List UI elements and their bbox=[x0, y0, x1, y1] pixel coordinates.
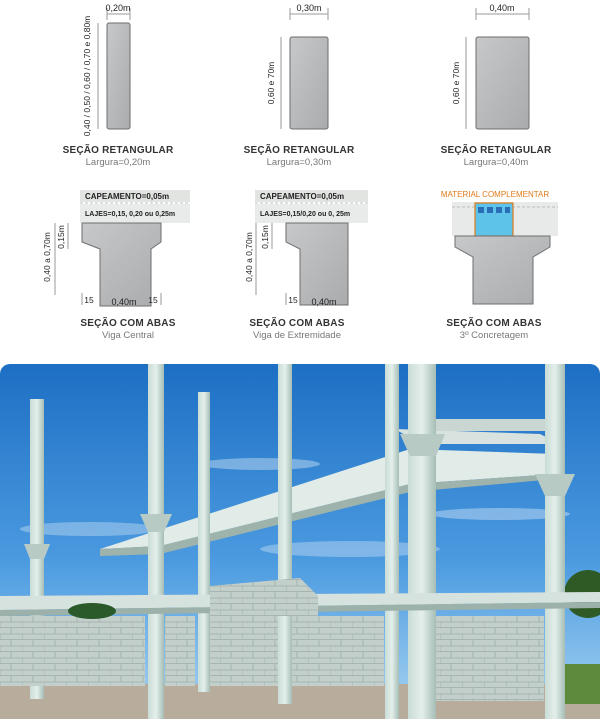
section-title: SEÇÃO RETANGULAR bbox=[440, 145, 552, 156]
caption-rect-030 bbox=[209, 145, 389, 168]
flange-label: 0,15m bbox=[56, 225, 66, 249]
left-flange-label: 15 bbox=[288, 295, 298, 305]
section-subtitle: Largura=0,40m bbox=[463, 157, 529, 168]
right-flange-label: 15 bbox=[148, 295, 158, 305]
t-section-edge bbox=[240, 185, 370, 310]
section-title: SEÇÃO COM ABAS bbox=[249, 318, 345, 329]
section-subtitle: 3º Concretagem bbox=[459, 330, 529, 341]
flange-label: 0,15m bbox=[260, 225, 270, 249]
t-beam-shape bbox=[455, 236, 550, 304]
section-subtitle: Largura=0,20m bbox=[85, 157, 151, 168]
caption-t-edge bbox=[207, 318, 387, 341]
capping-label: CAPEAMENTO=0,05m bbox=[85, 192, 170, 201]
height-label: 0,60 e 70m bbox=[451, 61, 461, 105]
web-label: 0,40m bbox=[311, 297, 337, 307]
beam-rect-section bbox=[290, 37, 328, 129]
height-label: 0,40 a 0,70m bbox=[244, 232, 254, 282]
height-label: 0,40 / 0,50 / 0,60 / 0,70 e 0,80m bbox=[82, 15, 92, 137]
rect-section-040 bbox=[440, 0, 560, 140]
section-title: SEÇÃO COM ABAS bbox=[80, 318, 176, 329]
height-label: 0,60 e 70m bbox=[266, 61, 276, 105]
material-label: MATERIAL COMPLEMENTAR bbox=[440, 190, 550, 199]
left-flange-label: 15 bbox=[84, 295, 94, 305]
section-title: SEÇÃO COM ABAS bbox=[446, 318, 542, 329]
caption-rect-040 bbox=[406, 145, 586, 168]
rect-section-020 bbox=[60, 0, 180, 140]
l-beam-shape bbox=[286, 223, 348, 305]
t-beam-shape bbox=[82, 223, 161, 306]
caption-rect-020 bbox=[28, 145, 208, 168]
capping-label: CAPEAMENTO=0,05m bbox=[260, 192, 345, 201]
caption-t-third-pour bbox=[404, 318, 584, 341]
slab-label: LAJES=0,15, 0,20 ou 0,25m bbox=[85, 211, 176, 218]
caption-t-central bbox=[38, 318, 218, 341]
slab-label: LAJES=0,15/0,20 ou 0, 25m bbox=[260, 211, 351, 218]
section-subtitle: Viga de Extremidade bbox=[252, 330, 342, 341]
width-label: 0,40m bbox=[489, 3, 515, 13]
structure-render bbox=[0, 364, 600, 719]
beam-rect-section bbox=[476, 37, 529, 129]
t-section-third-pour bbox=[440, 185, 560, 310]
width-label: 0,30m bbox=[296, 3, 322, 13]
section-title: SEÇÃO RETANGULAR bbox=[243, 145, 355, 156]
web-label: 0,40m bbox=[111, 297, 137, 307]
section-subtitle: Largura=0,30m bbox=[266, 157, 332, 168]
beam-rect-section bbox=[107, 23, 130, 129]
section-title: SEÇÃO RETANGULAR bbox=[62, 145, 174, 156]
t-section-central bbox=[40, 185, 190, 310]
width-label: 0,20m bbox=[105, 3, 131, 13]
section-subtitle: Viga Central bbox=[101, 330, 155, 341]
rect-section-030 bbox=[250, 0, 370, 140]
height-label: 0,40 a 0,70m bbox=[42, 232, 52, 282]
